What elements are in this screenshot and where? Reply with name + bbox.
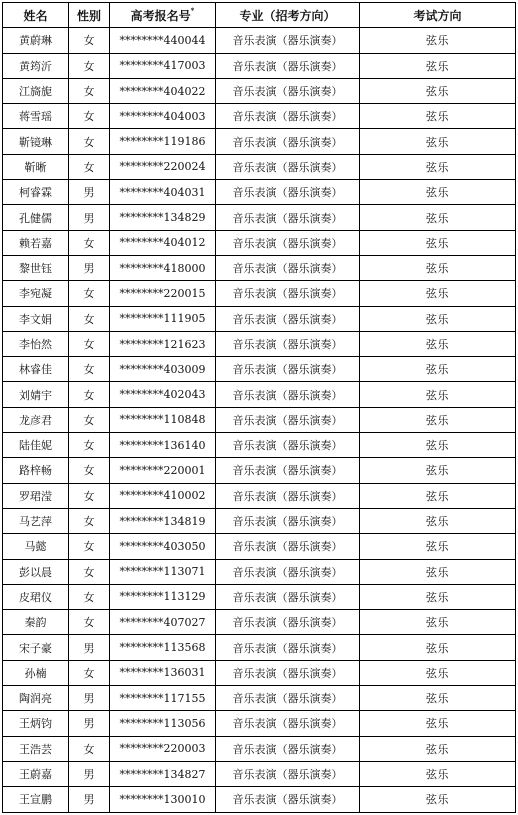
cell-major: 音乐表演（器乐演奏） [216,255,360,280]
cell-gender: 女 [69,306,110,331]
cell-exam-direction: 弦乐 [360,104,516,129]
cell-major: 音乐表演（器乐演奏） [216,154,360,179]
header-exam-number-mark: * [190,5,195,15]
cell-exam-direction: 弦乐 [360,584,516,609]
cell-major: 音乐表演（器乐演奏） [216,584,360,609]
table-row [3,104,516,129]
cell-exam-direction: 弦乐 [360,559,516,584]
cell-exam-number: ********113568 [110,635,216,660]
cell-gender: 男 [69,761,110,786]
table-row [3,635,516,660]
cell-name: 秦韵 [3,610,69,635]
cell-major: 音乐表演（器乐演奏） [216,534,360,559]
cell-exam-direction: 弦乐 [360,534,516,559]
cell-exam-direction: 弦乐 [360,382,516,407]
cell-exam-direction: 弦乐 [360,508,516,533]
table-row [3,483,516,508]
cell-exam-direction: 弦乐 [360,78,516,103]
table-row [3,53,516,78]
cell-exam-direction: 弦乐 [360,230,516,255]
cell-gender: 女 [69,230,110,255]
cell-major: 音乐表演（器乐演奏） [216,458,360,483]
cell-exam-number: ********404012 [110,230,216,255]
cell-name: 马懿 [3,534,69,559]
cell-major: 音乐表演（器乐演奏） [216,787,360,812]
table-row [3,28,516,53]
cell-name: 王蔚嘉 [3,761,69,786]
table-row [3,407,516,432]
table-row [3,534,516,559]
cell-name: 李宛凝 [3,281,69,306]
cell-major: 音乐表演（器乐演奏） [216,483,360,508]
cell-major: 音乐表演（器乐演奏） [216,711,360,736]
cell-gender: 女 [69,559,110,584]
table-row [3,255,516,280]
cell-major: 音乐表演（器乐演奏） [216,610,360,635]
cell-major: 音乐表演（器乐演奏） [216,205,360,230]
cell-exam-number: ********119186 [110,129,216,154]
header-exam-number [110,3,216,28]
cell-gender: 女 [69,154,110,179]
cell-exam-number: ********113056 [110,711,216,736]
cell-name: 龙彦君 [3,407,69,432]
cell-exam-number: ********404031 [110,180,216,205]
table-row [3,584,516,609]
cell-major: 音乐表演（器乐演奏） [216,357,360,382]
cell-major: 音乐表演（器乐演奏） [216,736,360,761]
cell-exam-number: ********134829 [110,205,216,230]
table-row [3,180,516,205]
cell-major: 音乐表演（器乐演奏） [216,407,360,432]
table-body [3,28,516,812]
cell-exam-number: ********410002 [110,483,216,508]
table-row [3,357,516,382]
cell-exam-number: ********110848 [110,407,216,432]
table-row [3,129,516,154]
cell-exam-direction: 弦乐 [360,660,516,685]
cell-name: 黄筠沂 [3,53,69,78]
table-row [3,331,516,356]
cell-exam-direction: 弦乐 [360,281,516,306]
cell-exam-number: ********121623 [110,331,216,356]
cell-name: 孔健儒 [3,205,69,230]
cell-gender: 女 [69,104,110,129]
cell-major: 音乐表演（器乐演奏） [216,78,360,103]
cell-exam-direction: 弦乐 [360,407,516,432]
cell-major: 音乐表演（器乐演奏） [216,331,360,356]
cell-exam-number: ********220001 [110,458,216,483]
cell-exam-direction: 弦乐 [360,635,516,660]
cell-gender: 女 [69,433,110,458]
cell-name: 王宣鹏 [3,787,69,812]
cell-exam-number: ********403050 [110,534,216,559]
cell-name: 黎世钰 [3,255,69,280]
table-row [3,230,516,255]
table-header [3,3,516,28]
cell-name: 刘婧宇 [3,382,69,407]
cell-exam-direction: 弦乐 [360,28,516,53]
table-row [3,382,516,407]
cell-gender: 女 [69,610,110,635]
cell-name: 林睿佳 [3,357,69,382]
header-exam-direction: 考试方向 [360,3,516,28]
cell-name: 罗珺滢 [3,483,69,508]
cell-major: 音乐表演（器乐演奏） [216,306,360,331]
cell-gender: 女 [69,736,110,761]
cell-name: 赖若嘉 [3,230,69,255]
table-row [3,711,516,736]
cell-gender: 男 [69,635,110,660]
cell-major: 音乐表演（器乐演奏） [216,660,360,685]
cell-exam-number: ********404003 [110,104,216,129]
cell-major: 音乐表演（器乐演奏） [216,508,360,533]
table-row [3,508,516,533]
cell-name: 靳镜琳 [3,129,69,154]
cell-gender: 女 [69,28,110,53]
cell-exam-number: ********113071 [110,559,216,584]
cell-gender: 女 [69,534,110,559]
cell-exam-number: ********136140 [110,433,216,458]
cell-exam-direction: 弦乐 [360,255,516,280]
cell-gender: 女 [69,357,110,382]
header-name: 姓名 [3,3,69,28]
cell-gender: 男 [69,255,110,280]
cell-name: 彭以晨 [3,559,69,584]
cell-gender: 女 [69,129,110,154]
cell-gender: 女 [69,78,110,103]
cell-gender: 女 [69,483,110,508]
cell-exam-direction: 弦乐 [360,686,516,711]
cell-exam-direction: 弦乐 [360,306,516,331]
cell-exam-number: ********134827 [110,761,216,786]
header-row [3,3,516,28]
cell-exam-number: ********134819 [110,508,216,533]
cell-exam-number: ********440044 [110,28,216,53]
header-gender: 性别 [69,3,110,28]
table-row [3,154,516,179]
cell-gender: 女 [69,53,110,78]
table-row [3,78,516,103]
cell-name: 宋子豪 [3,635,69,660]
cell-major: 音乐表演（器乐演奏） [216,635,360,660]
cell-name: 孙楠 [3,660,69,685]
cell-gender: 女 [69,281,110,306]
cell-major: 音乐表演（器乐演奏） [216,28,360,53]
cell-exam-number: ********404022 [110,78,216,103]
table-row [3,433,516,458]
cell-major: 音乐表演（器乐演奏） [216,53,360,78]
cell-name: 路梓畅 [3,458,69,483]
admission-list-table [2,2,516,813]
cell-name: 黄蔚琳 [3,28,69,53]
cell-name: 马艺萍 [3,508,69,533]
header-exam-number-label: 高考报名号 [130,8,191,23]
cell-exam-number: ********220003 [110,736,216,761]
cell-exam-direction: 弦乐 [360,736,516,761]
cell-exam-direction: 弦乐 [360,610,516,635]
table-row [3,787,516,812]
cell-exam-direction: 弦乐 [360,433,516,458]
cell-exam-number: ********111905 [110,306,216,331]
table-row [3,610,516,635]
cell-name: 皮珺仪 [3,584,69,609]
cell-exam-number: ********136031 [110,660,216,685]
cell-gender: 男 [69,180,110,205]
cell-exam-number: ********220015 [110,281,216,306]
cell-major: 音乐表演（器乐演奏） [216,281,360,306]
cell-major: 音乐表演（器乐演奏） [216,129,360,154]
cell-exam-number: ********407027 [110,610,216,635]
cell-gender: 男 [69,711,110,736]
cell-major: 音乐表演（器乐演奏） [216,761,360,786]
cell-gender: 女 [69,508,110,533]
cell-gender: 男 [69,686,110,711]
cell-name: 李怡然 [3,331,69,356]
table-row [3,281,516,306]
cell-exam-direction: 弦乐 [360,357,516,382]
table-row [3,686,516,711]
cell-exam-number: ********403009 [110,357,216,382]
table-row [3,306,516,331]
table-row [3,559,516,584]
cell-exam-direction: 弦乐 [360,787,516,812]
cell-gender: 女 [69,584,110,609]
cell-exam-direction: 弦乐 [360,180,516,205]
cell-name: 江旖旎 [3,78,69,103]
cell-exam-direction: 弦乐 [360,711,516,736]
cell-exam-number: ********417003 [110,53,216,78]
cell-exam-direction: 弦乐 [360,129,516,154]
cell-exam-number: ********113129 [110,584,216,609]
cell-exam-direction: 弦乐 [360,154,516,179]
table-row [3,736,516,761]
cell-major: 音乐表演（器乐演奏） [216,433,360,458]
cell-gender: 女 [69,407,110,432]
cell-exam-number: ********220024 [110,154,216,179]
table-row [3,205,516,230]
header-major: 专业（招考方向） [216,3,360,28]
cell-name: 靳晰 [3,154,69,179]
cell-exam-number: ********117155 [110,686,216,711]
cell-major: 音乐表演（器乐演奏） [216,559,360,584]
table-row [3,761,516,786]
cell-exam-number: ********402043 [110,382,216,407]
cell-name: 王炳钧 [3,711,69,736]
cell-name: 柯睿霖 [3,180,69,205]
table-row [3,660,516,685]
cell-exam-direction: 弦乐 [360,458,516,483]
cell-gender: 女 [69,458,110,483]
cell-major: 音乐表演（器乐演奏） [216,686,360,711]
cell-exam-number: ********418000 [110,255,216,280]
cell-gender: 男 [69,787,110,812]
cell-name: 陆佳妮 [3,433,69,458]
cell-name: 陶润亮 [3,686,69,711]
cell-gender: 女 [69,382,110,407]
cell-name: 王浩芸 [3,736,69,761]
cell-exam-direction: 弦乐 [360,483,516,508]
cell-exam-number: ********130010 [110,787,216,812]
table-row [3,458,516,483]
cell-exam-direction: 弦乐 [360,53,516,78]
cell-major: 音乐表演（器乐演奏） [216,104,360,129]
cell-major: 音乐表演（器乐演奏） [216,180,360,205]
cell-major: 音乐表演（器乐演奏） [216,230,360,255]
cell-name: 李文娟 [3,306,69,331]
cell-gender: 女 [69,660,110,685]
cell-gender: 女 [69,331,110,356]
cell-name: 蒋雪瑶 [3,104,69,129]
cell-gender: 男 [69,205,110,230]
cell-exam-direction: 弦乐 [360,205,516,230]
cell-exam-direction: 弦乐 [360,761,516,786]
cell-major: 音乐表演（器乐演奏） [216,382,360,407]
cell-exam-direction: 弦乐 [360,331,516,356]
